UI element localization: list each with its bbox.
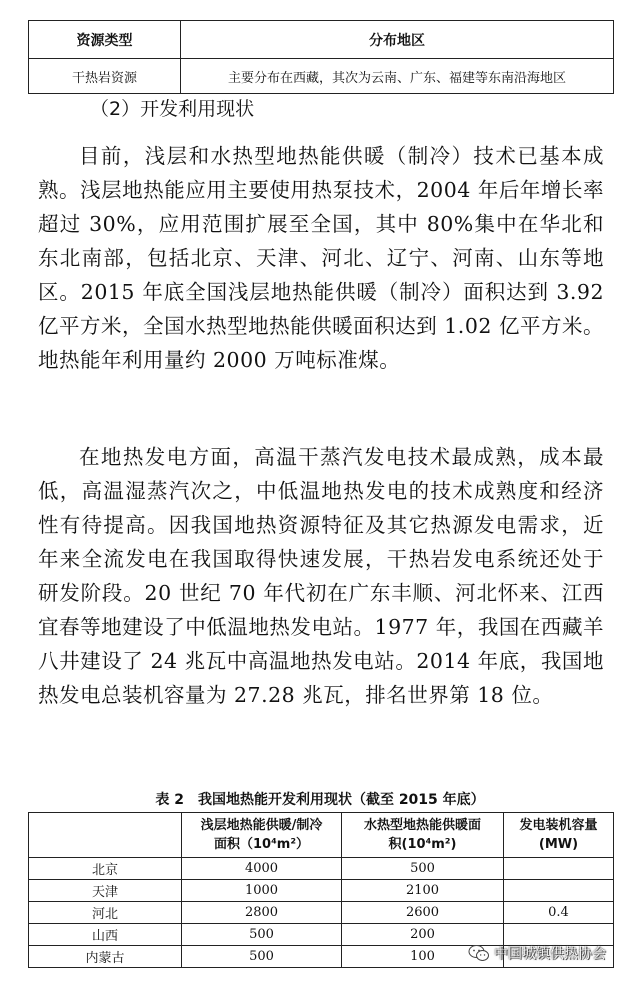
wechat-icon xyxy=(468,944,490,962)
header-power-capacity xyxy=(504,813,614,858)
table-header-row xyxy=(29,813,614,858)
cell-power xyxy=(504,880,614,902)
cell-hydro: 200 xyxy=(342,924,504,946)
watermark-text: 中国城镇供热协会 xyxy=(494,946,606,962)
cell-region: 天津 xyxy=(29,880,182,902)
header-line: 积(10⁴m²) xyxy=(388,837,457,852)
cell-region: 河北 xyxy=(29,902,182,924)
header-region xyxy=(29,813,182,858)
paragraph-shallow-geothermal: 目前，浅层和水热型地热能供暖（制冷）技术已基本成熟。浅层地热能应用主要使用热泵技术，2004 年后年增长率超过 30%，应用范围扩展至全国，其中 80%集中在华北和东北南部，包括北京、天津、河北、辽宁、河南、山东等地区。2015 年底全国浅层地热能供暖（制冷）面积达到 3.92 亿平方米，全国水热型地热能供暖面积达到 1.02 亿平方米。地热能年利用量约 2000 万吨标准煤。 xyxy=(38,144,604,372)
cell-distribution-area: 主要分布在西藏，其次为云南、广东、福建等东南沿海地区 xyxy=(181,59,614,94)
table-row xyxy=(29,880,614,902)
header-line: 发电装机容量 xyxy=(519,818,598,833)
cell-region: 山西 xyxy=(29,924,182,946)
table-caption: 表 2 我国地热能开发利用现状（截至 2015 年底） xyxy=(155,792,485,808)
header-line: (MW) xyxy=(538,837,579,852)
cell-region: 内蒙古 xyxy=(29,946,182,968)
cell-resource-type: 干热岩资源 xyxy=(29,59,181,94)
cell-region: 北京 xyxy=(29,858,182,880)
cell-shallow: 500 xyxy=(182,924,342,946)
header-hydrothermal-heating-area xyxy=(342,813,504,858)
header-line: 浅层地热能供暖/制冷 xyxy=(200,818,323,833)
section-title: （2）开发利用现状 xyxy=(90,98,255,120)
cell-shallow: 1000 xyxy=(182,880,342,902)
header-resource-type: 资源类型 xyxy=(29,21,181,59)
header-line: 水热型地热能供暖面 xyxy=(363,818,481,833)
cell-hydro: 100 xyxy=(342,946,504,968)
table-header-row xyxy=(29,21,614,59)
paragraph-geothermal-power: 在地热发电方面，高温干蒸汽发电技术最成熟，成本最低，高温湿蒸汽次之，中低温地热发电的技术成熟度和经济性有待提高。因我国地热资源特征及其它热源发电需求，近年来全流发电在我国取得快速发展，干热岩发电系统还处于研发阶段。20 世纪 70 年代初在广东丰顺、河北怀来、江西宜春等地建设了中低温地热发电站。1977 年，我国在西藏羊八井建设了 24 兆瓦中高温地热发电站。2014 年底，我国地热发电总装机容量为 27.28 兆瓦，排名世界第 18 位。 xyxy=(38,445,604,707)
cell-power xyxy=(504,858,614,880)
table-row xyxy=(29,858,614,880)
cell-power: 0.4 xyxy=(504,902,614,924)
header-line: 面积（10⁴m²） xyxy=(213,837,310,852)
cell-hydro: 500 xyxy=(342,858,504,880)
cell-shallow: 500 xyxy=(182,946,342,968)
table-row xyxy=(29,902,614,924)
watermark xyxy=(468,943,606,963)
header-distribution-area: 分布地区 xyxy=(181,21,614,59)
table-row xyxy=(29,59,614,94)
cell-shallow: 4000 xyxy=(182,858,342,880)
cell-hydro: 2600 xyxy=(342,902,504,924)
header-shallow-heating-area xyxy=(182,813,342,858)
resource-distribution-table xyxy=(28,20,614,94)
cell-shallow: 2800 xyxy=(182,902,342,924)
cell-hydro: 2100 xyxy=(342,880,504,902)
